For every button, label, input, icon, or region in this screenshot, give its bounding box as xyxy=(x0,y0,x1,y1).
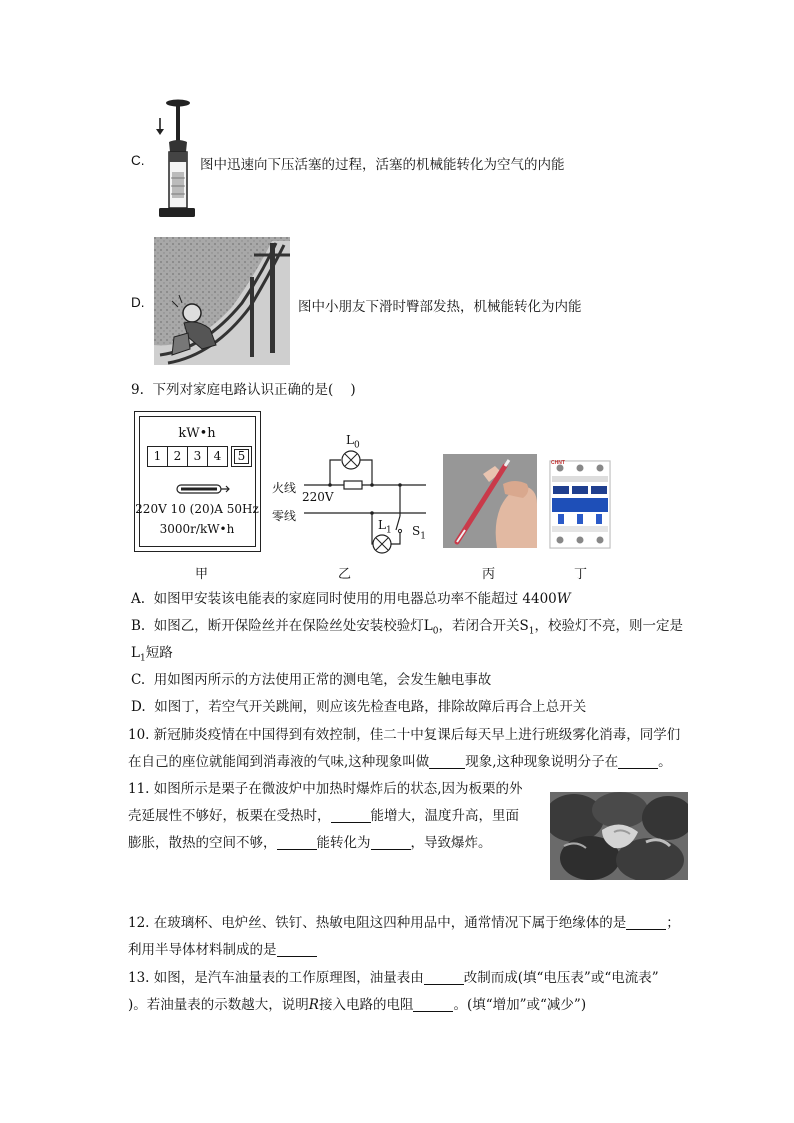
q11-blank-3[interactable] xyxy=(371,835,411,850)
q12-line1: 12. 在玻璃杯、电炉丝、铁钉、热敏电阻这四种用品中，通常情况下属于绝缘体的是 ； xyxy=(128,915,680,931)
option-c-letter: C. xyxy=(131,153,145,168)
caption-jia: 甲 xyxy=(195,567,209,582)
meter-digit: 2 xyxy=(168,446,188,467)
voltage-label: 220V xyxy=(302,490,334,504)
q10-blank-1[interactable] xyxy=(429,754,465,769)
q12-blank-2[interactable] xyxy=(277,942,317,957)
meter-digit: 5 xyxy=(231,446,252,467)
caption-yi: 乙 xyxy=(338,567,352,582)
q9-stem: 9. 下列对家庭电路认识正确的是( ) xyxy=(131,382,356,398)
q10-blank-2[interactable] xyxy=(618,754,658,769)
caption-bing: 丙 xyxy=(482,567,496,582)
air-breaker-photo xyxy=(549,460,611,549)
live-wire-label: 火线 xyxy=(272,481,297,495)
q11-line3: 膨胀，散热的空间不够， 能转化为 ，导致爆炸。 xyxy=(128,835,492,851)
option-d-letter: D. xyxy=(131,295,145,310)
slide-child-image xyxy=(154,237,290,365)
meter-dial-icon xyxy=(171,483,231,495)
breaker-brand: CHNT xyxy=(551,460,565,466)
neutral-wire-label: 零线 xyxy=(272,509,297,523)
switch-label: $S_1$ xyxy=(412,524,426,542)
q9-option-b: B. 如图乙，断开保险丝并在保险丝处安装校验灯$L_0$，若闭合开关$S_1$，校验灯不亮，则一定是 xyxy=(131,618,683,637)
meter-digit: 1 xyxy=(147,446,168,467)
q12-blank-1[interactable] xyxy=(626,915,666,930)
q13-blank-2[interactable] xyxy=(413,997,453,1012)
meter-rate: 3000r/kW•h xyxy=(159,522,235,536)
q9-option-d: D. 如图丁，若空气开关跳闸，则应该先检查电路，排除故障后再合上总开关 xyxy=(131,699,587,715)
q13-line2: )。若油量表的示数越大，说明R接入电路的电阻 。(填“增加”或“减少”) xyxy=(128,997,587,1013)
q13-line1: 13. 如图，是汽车油量表的工作原理图，油量表由 改制而成(填“电压表”或“电流表” xyxy=(128,970,659,986)
meter-digit: 4 xyxy=(208,446,228,467)
piston-pump-image xyxy=(150,98,198,222)
lamp0-label: $L_0$ xyxy=(346,433,360,451)
chestnut-photo xyxy=(550,792,688,880)
q11-blank-1[interactable] xyxy=(331,808,371,823)
meter-spec: 220V 10 (20)A 50Hz xyxy=(135,502,259,516)
q9-option-a: A. 如图甲安装该电能表的家庭同时使用的用电器总功率不能超过 4400W xyxy=(131,591,571,607)
meter-digits xyxy=(147,446,252,467)
q10-line1: 10. 新冠肺炎疫情在中国得到有效控制，佳二十中复课后每天早上进行班级雾化消毒，同学们 xyxy=(128,727,681,743)
q10-line2: 在自己的座位就能闻到消毒液的气味,这种现象叫做 现象,这种现象说明分子在 。 xyxy=(128,754,672,770)
option-c-text: 图中迅速向下压活塞的过程，活塞的机械能转化为空气的内能 xyxy=(200,157,565,173)
q11-line2: 壳延展性不够好，板栗在受热时， 能增大，温度升高，里面 xyxy=(128,808,519,824)
q11-blank-2[interactable] xyxy=(277,835,317,850)
q9-option-b-cont: $L_1$短路 xyxy=(131,645,173,664)
lamp1-label: $L_1$ xyxy=(378,518,392,536)
option-d-text: 图中小朋友下滑时臀部发热，机械能转化为内能 xyxy=(298,299,582,315)
q11-line1: 11. 如图所示是栗子在微波炉中加热时爆炸后的状态,因为板栗的外 xyxy=(128,781,523,797)
meter-unit: kW•h xyxy=(178,426,216,441)
q12-line2: 利用半导体材料制成的是 xyxy=(128,941,317,959)
q9-option-c: C. 用如图丙所示的方法使用正常的测电笔，会发生触电事故 xyxy=(131,672,492,688)
q13-blank-1[interactable] xyxy=(424,970,464,985)
caption-ding: 丁 xyxy=(574,567,588,582)
meter-digit: 3 xyxy=(188,446,208,467)
test-pen-photo xyxy=(443,454,537,548)
energy-meter xyxy=(134,411,261,552)
